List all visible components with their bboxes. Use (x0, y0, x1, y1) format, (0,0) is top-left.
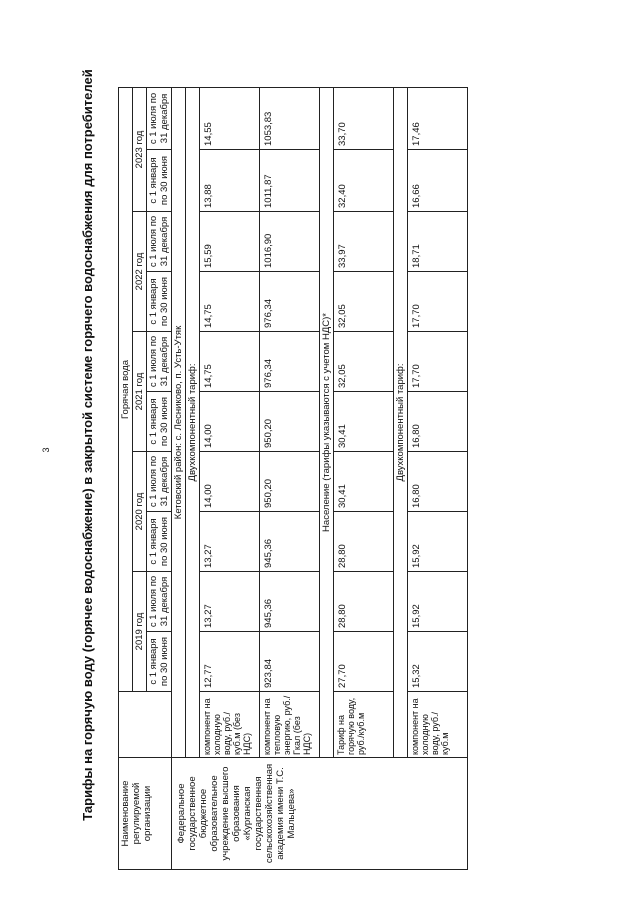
tariff-value: 976,34 (260, 332, 320, 392)
two-part-tariff-row: Двухкомпонентный тариф: (186, 87, 200, 757)
tariff-value: 33,97 (334, 212, 394, 272)
tariff-value: 14,00 (200, 452, 260, 512)
tariff-value: 945,36 (260, 512, 320, 572)
indicator-column-header (119, 692, 172, 758)
year-header: 2020 год (133, 452, 147, 572)
tariff-value: 17,70 (408, 332, 468, 392)
row-label: компонент на тепловую энергию, руб./Гкал (без НДС) (260, 692, 320, 758)
tariff-value: 28,80 (334, 512, 394, 572)
tariff-value: 16,80 (408, 452, 468, 512)
tariff-value: 14,00 (200, 392, 260, 452)
tariff-value: 28,80 (334, 572, 394, 632)
hot-water-header: Горячая вода (119, 87, 133, 691)
tariff-value: 976,34 (260, 272, 320, 332)
period-header: с 1 января по 30 июня (147, 272, 172, 332)
tariff-value: 950,20 (260, 392, 320, 452)
period-header: с 1 января по 30 июня (147, 150, 172, 212)
period-header: с 1 июля по 31 декабря (147, 572, 172, 632)
tariff-value: 15,92 (408, 512, 468, 572)
tariff-value: 30,41 (334, 452, 394, 512)
tariff-value: 18,71 (408, 212, 468, 272)
org-column-header: Наименование регулируемой организации (119, 758, 172, 870)
tariff-value: 16,80 (408, 392, 468, 452)
tariff-value: 13,27 (200, 572, 260, 632)
tariff-value: 13,27 (200, 512, 260, 572)
tariff-value: 17,46 (408, 87, 468, 149)
tariff-value: 32,05 (334, 272, 394, 332)
tariff-value: 14,75 (200, 272, 260, 332)
tariff-value: 16,66 (408, 150, 468, 212)
page-number: 3 (41, 447, 51, 453)
district-row: Кетовский район: с. Лесниково, п. Усть-Утяк (172, 87, 186, 757)
period-header: с 1 января по 30 июня (147, 632, 172, 692)
organization-name: Федеральное государственное бюджетное образовательное учреждение высшего образования «Курганская государственная сельскохозяйственная академия имени Т.С. Мальцева» (172, 758, 468, 870)
period-header: с 1 июля по 31 декабря (147, 212, 172, 272)
tariff-value: 945,36 (260, 572, 320, 632)
period-header: с 1 июля по 31 декабря (147, 87, 172, 149)
period-header: с 1 января по 30 июня (147, 512, 172, 572)
tariff-value: 14,55 (200, 87, 260, 149)
two-part-tariff-row: Двухкомпонентный тариф: (394, 87, 408, 757)
document-title: Тарифы на горячую воду (горячее водоснабжение) в закрытой системе горячего водоснабжения для потребителей (80, 69, 95, 821)
year-header: 2023 год (133, 87, 147, 211)
tariff-value: 15,32 (408, 632, 468, 692)
tariff-value: 30,41 (334, 392, 394, 452)
tariff-value: 14,75 (200, 332, 260, 392)
tariff-value: 17,70 (408, 272, 468, 332)
tariff-value: 32,40 (334, 150, 394, 212)
tariff-value: 32,05 (334, 332, 394, 392)
row-label: компонент на холодную воду, руб./куб.м (408, 692, 468, 758)
tariff-value: 15,59 (200, 212, 260, 272)
period-header: с 1 июля по 31 декабря (147, 332, 172, 392)
year-header: 2021 год (133, 332, 147, 452)
period-header: с 1 июля по 31 декабря (147, 452, 172, 512)
tariff-value: 33,70 (334, 87, 394, 149)
tariff-value: 923,84 (260, 632, 320, 692)
row-label: Тариф на горячую воду, руб./куб.м (334, 692, 394, 758)
population-row: Население (тарифы указываются с учетом НДС)* (320, 87, 334, 757)
tariff-value: 950,20 (260, 452, 320, 512)
tariff-value: 1053,83 (260, 87, 320, 149)
tariff-value: 13,88 (200, 150, 260, 212)
row-label: компонент на холодную воду, руб./куб.м (без НДС) (200, 692, 260, 758)
tariff-value: 15,92 (408, 572, 468, 632)
tariff-table (118, 87, 468, 870)
year-header: 2019 год (133, 572, 147, 692)
tariff-value: 12,77 (200, 632, 260, 692)
tariff-value: 1016,90 (260, 212, 320, 272)
period-header: с 1 января по 30 июня (147, 392, 172, 452)
year-header: 2022 год (133, 212, 147, 332)
tariff-value: 1011,87 (260, 150, 320, 212)
tariff-value: 27,70 (334, 632, 394, 692)
